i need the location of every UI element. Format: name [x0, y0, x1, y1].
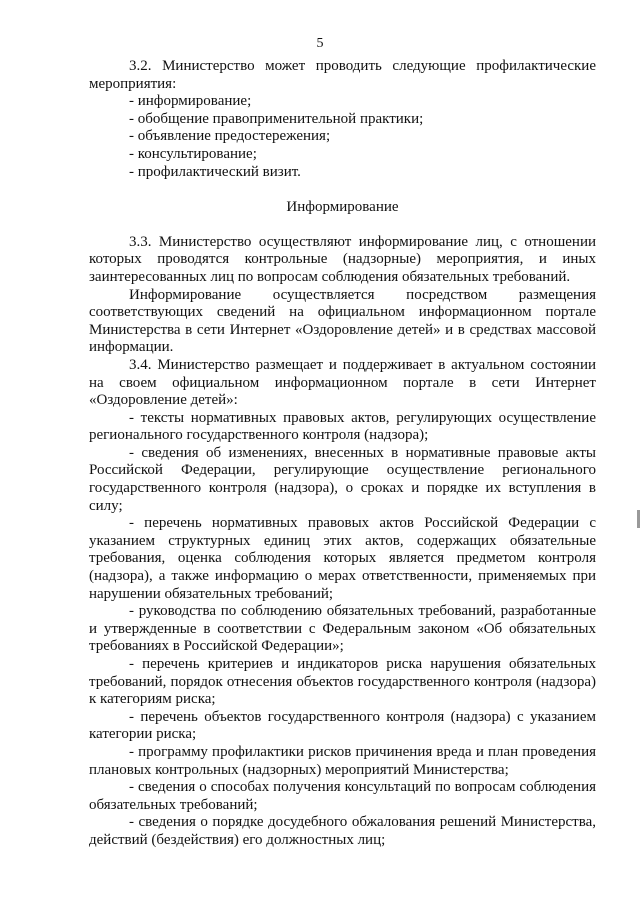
section-3-2-intro: 3.2. Министерство может проводить следующие профилактические мероприятия:: [89, 58, 596, 92]
list-item: - сведения о способах получения консультаций по вопросам соблюдения обязательных требований;: [89, 779, 596, 813]
list-item: - профилактический визит.: [129, 163, 301, 180]
list-item: - обобщение правоприменительной практики;: [129, 110, 424, 127]
list-item: - сведения об изменениях, внесенных в нормативные правовые акты Российской Федерации, регулирующие осуществление регионального государственного контроля (надзора), о сроках и порядке их вступления в силу;: [89, 444, 596, 514]
section-heading: Информирование: [286, 199, 399, 216]
list-item: - перечень объектов государственного контроля (надзора) с указанием категории риска;: [89, 708, 596, 743]
list-item: - информирование;: [129, 93, 252, 110]
section-3-4-intro: 3.4. Министерство размещает и поддерживает в актуальном состоянии на своем официальном информационном портале в сети Интернет «Оздоровление детей»:: [89, 356, 596, 409]
page-number: 5: [316, 36, 324, 51]
section-3-3-paragraph: 3.3. Министерство осуществляют информирование лиц, с отношении которых проводятся контрольные (надзорные) мероприятия, и иных заинтересованных лиц по вопросам соблюдения обязательных требований.: [89, 233, 596, 285]
section-3-3-paragraph: Информирование осуществляется посредством размещения соответствующих сведений на официальном информационном портале Министерства в сети Интернет «Оздоровление детей» и в средствах массовой информации.: [89, 286, 596, 356]
list-item: - перечень критериев и индикаторов риска нарушения обязательных требований, порядок отнесения объектов государственного контроля (надзора) к категориям риска;: [89, 656, 596, 708]
list-item: - объявление предостережения;: [129, 128, 331, 145]
list-item: - перечень нормативных правовых актов Российской Федерации с указанием структурных единиц этих актов, содержащих обязательные требования, оценка соблюдения которых является предметом контроля (надзора), а также информацию о мерах ответственности, применяемых при нарушении обязательных требований;: [89, 515, 596, 602]
document-body: [89, 58, 596, 850]
list-item: - программу профилактики рисков причинения вреда и план проведения плановых контрольных (надзорных) мероприятий Министерства;: [89, 743, 596, 778]
list-item: - сведения о порядке досудебного обжалования решений Министерства, действий (бездействия) его должностных лиц;: [89, 814, 596, 848]
list-item: - руководства по соблюдению обязательных требований, разработанные и утвержденные в соответствии с Федеральным законом «Об обязательных требованиях в Российской Федерации»;: [89, 603, 596, 655]
list-item: - тексты нормативных правовых актов, регулирующих осуществление регионального государственного контроля (надзора);: [89, 409, 596, 444]
list-item: - консультирование;: [129, 145, 257, 162]
